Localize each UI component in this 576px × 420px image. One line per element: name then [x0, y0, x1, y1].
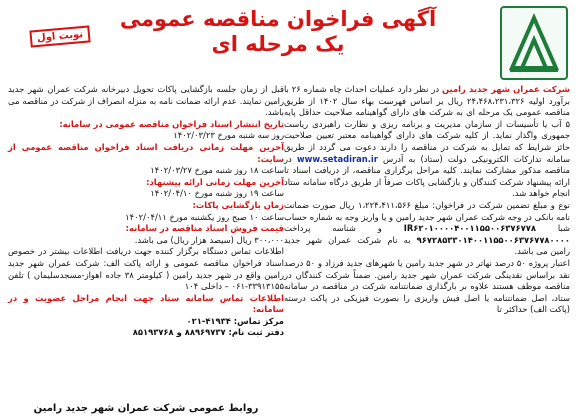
seta-contact-heading: اطلاعات تماس سامانه ستاد جهت انجام مراحل عضویت و در سامانه:	[8, 292, 284, 315]
sheba-number: IR۶۲۰۱۰۰۰۰۴۰۰۱۱۵۵۰۰۶۳۷۶۷۷۸	[403, 223, 536, 234]
guarantee-paragraph	[284, 200, 570, 258]
sheba-end-text: به نام شرکت عمران شهر جدید رامین می باشد.	[284, 234, 570, 257]
intro-text: در نظر دارد عملیات احداث چاه شماره ۲۶ با برآورد اولیه ۲۴،۴۶۸،۲۳۱،۳۲۶ ریال بر اساس فهرست بهاء سال ۱۴۰۲ از طریق مناقصه عمومی یک مرحله ای به شرکت های دارای گواهینامه صلاحیت حداقل پایه ۵ آب یا تأسیسات از سازمان مدیریت و برنامه ریزی و نظارت راهبردی ریاست جمهوری واگذار نماید. از کلیه شرکت های دارای گواهینامه معتبر تعیین صلاحیت حائز شرایط که تمایل به شرکت در مناقصه را دارند دعوت می گردد از طریق سامانه تدارکات الکترونیکی دولت (ستاد) به آدرس	[284, 84, 570, 164]
company-logo	[500, 6, 568, 80]
document-deadline-heading: آخرین مهلت زمانی دریافت اسناد فراخوان مناقصه عمومی از سایت:	[8, 141, 284, 164]
publish-date-heading: تاریخ انتشار اسناد فراخوان مناقصه عمومی در سامانه:	[59, 118, 284, 129]
right-text-column	[284, 84, 570, 316]
contact-info: اطلاعات تماس دستگاه برگزار کننده جهت دریافت اطلاعات بیشتر در خصوص اسناد فراخوان مناقصه عمومی و ارائه پاکت الف: شرکت عمران شهر جدید رامین واقع در شهر جدید رامین ( کیلومتر ۳۸ جاده اهواز-مسجدسلیمان ) تلفن ۳۳۹۱۳۱۵۵-۰۶۱ – داخلی ۱۰۴	[8, 246, 284, 292]
seta-registration-office: دفتر ثبت نام: ۸۸۹۶۹۷۳۷ و ۸۵۱۹۳۷۶۸	[132, 327, 284, 338]
payment-id: ۹۶۷۲۸۵۳۳۰۱۴۰۰۱۱۵۵۰۰۶۳۷۶۷۷۸۰۰۰۰	[416, 234, 570, 245]
page-header	[60, 6, 496, 56]
left-text-column	[8, 84, 284, 339]
website-link[interactable]: www.setadiran.ir	[296, 153, 378, 164]
public-relations-signature: روابط عمومی شرکت عمران شهر جدید رامین	[33, 403, 259, 414]
logo-emblem-icon	[502, 8, 566, 78]
bid-deadline-heading: آخرین مهلت زمانی ارائه پیشنهاد:	[146, 176, 284, 187]
opening-time: ساعت ۱۰ صبح روز یکشنبه مورخ ۱۴۰۲/۰۴/۱۱	[125, 211, 284, 222]
page-subtitle: یک مرحله ای	[211, 32, 345, 56]
seta-call-center: مرکز تماس: ۴۱۹۳۴-۰۲۱	[186, 315, 284, 326]
guarantee-text: نوع و مبلغ تضمین شرکت در فراخوان: مبلغ ۱،۲۲۴،۴۱۱،۵۶۶ ریال صورت ضمانت نامه بانکی در وجه شرکت عمران شهر جدید رامین و یا واریز وجه به شماره حساب شبا	[284, 199, 570, 234]
publish-date: روز سه شنبه مورخ ۱۴۰۲/۰۳/۲۳	[173, 130, 284, 141]
price-heading: قیمت فروش اسناد مناقصه در سامانه:	[125, 223, 284, 234]
sheba-mid-text: و شناسه پرداخت	[284, 223, 382, 234]
page-title: آگهی فراخوان مناقصه عمومی	[119, 7, 437, 31]
first-notice-badge: نوبت اول	[29, 25, 90, 47]
opening-heading: زمان بازگشایی پاکات:	[192, 199, 284, 210]
document-price: ۳۰۰،۰۰۰ ریال (سیصد هزار ریال) می باشد.	[134, 234, 284, 245]
bid-deadline: ساعت ۱۹ روز شنبه مورخ ۱۴۰۲/۰۴/۱۰	[150, 188, 284, 199]
left-intro: قبل از زمان جلسه بازگشایی پاکات تحویل دبیرخانه شرکت عمران شهر جدید رامین نمایند. عدم ارائه ضمانت نامه به منزله انصراف از شرکت در مناقصه می باشد.	[8, 84, 284, 118]
intro-paragraph	[284, 84, 570, 200]
company-name: شرکت عمران شهر جدید رامین	[442, 84, 571, 94]
document-deadline: ساعت ۱۸ روز شنبه مورخ ۱۴۰۲/۰۳/۲۷	[150, 165, 284, 176]
credit-paragraph: اعتبار پروژه ۵۰ درصد نهاتر در شهر جدید رامین یا شهرهای جدید فرزاد و ۵۰ درصد نقد براساس نقدینگی شرکت عمران شهر جدید رامین. ضمناً شرکت کنندگان در مناقصه موظف هستند علاوه بر بارگذاری ضمانتنامه شرکت در مناقصه در سامانه ستاد، اصل ضمانتنامه یا اصل فیش واریزی را بصورت فیزیکی در پاکت درسته (پاکت الف) حداکثر تا	[284, 257, 570, 315]
after-website-text: در مناقصه مذکور مشارکت نمایند. کلیه مراحل برگزاری مناقصه، از دریافت اسناد تا ارائه پیشنهاد شرکت کنندگان و بازگشایی پاکات صرفاً از طریق درگاه سامانه ستاد انجام خواهد شد.	[284, 153, 570, 199]
